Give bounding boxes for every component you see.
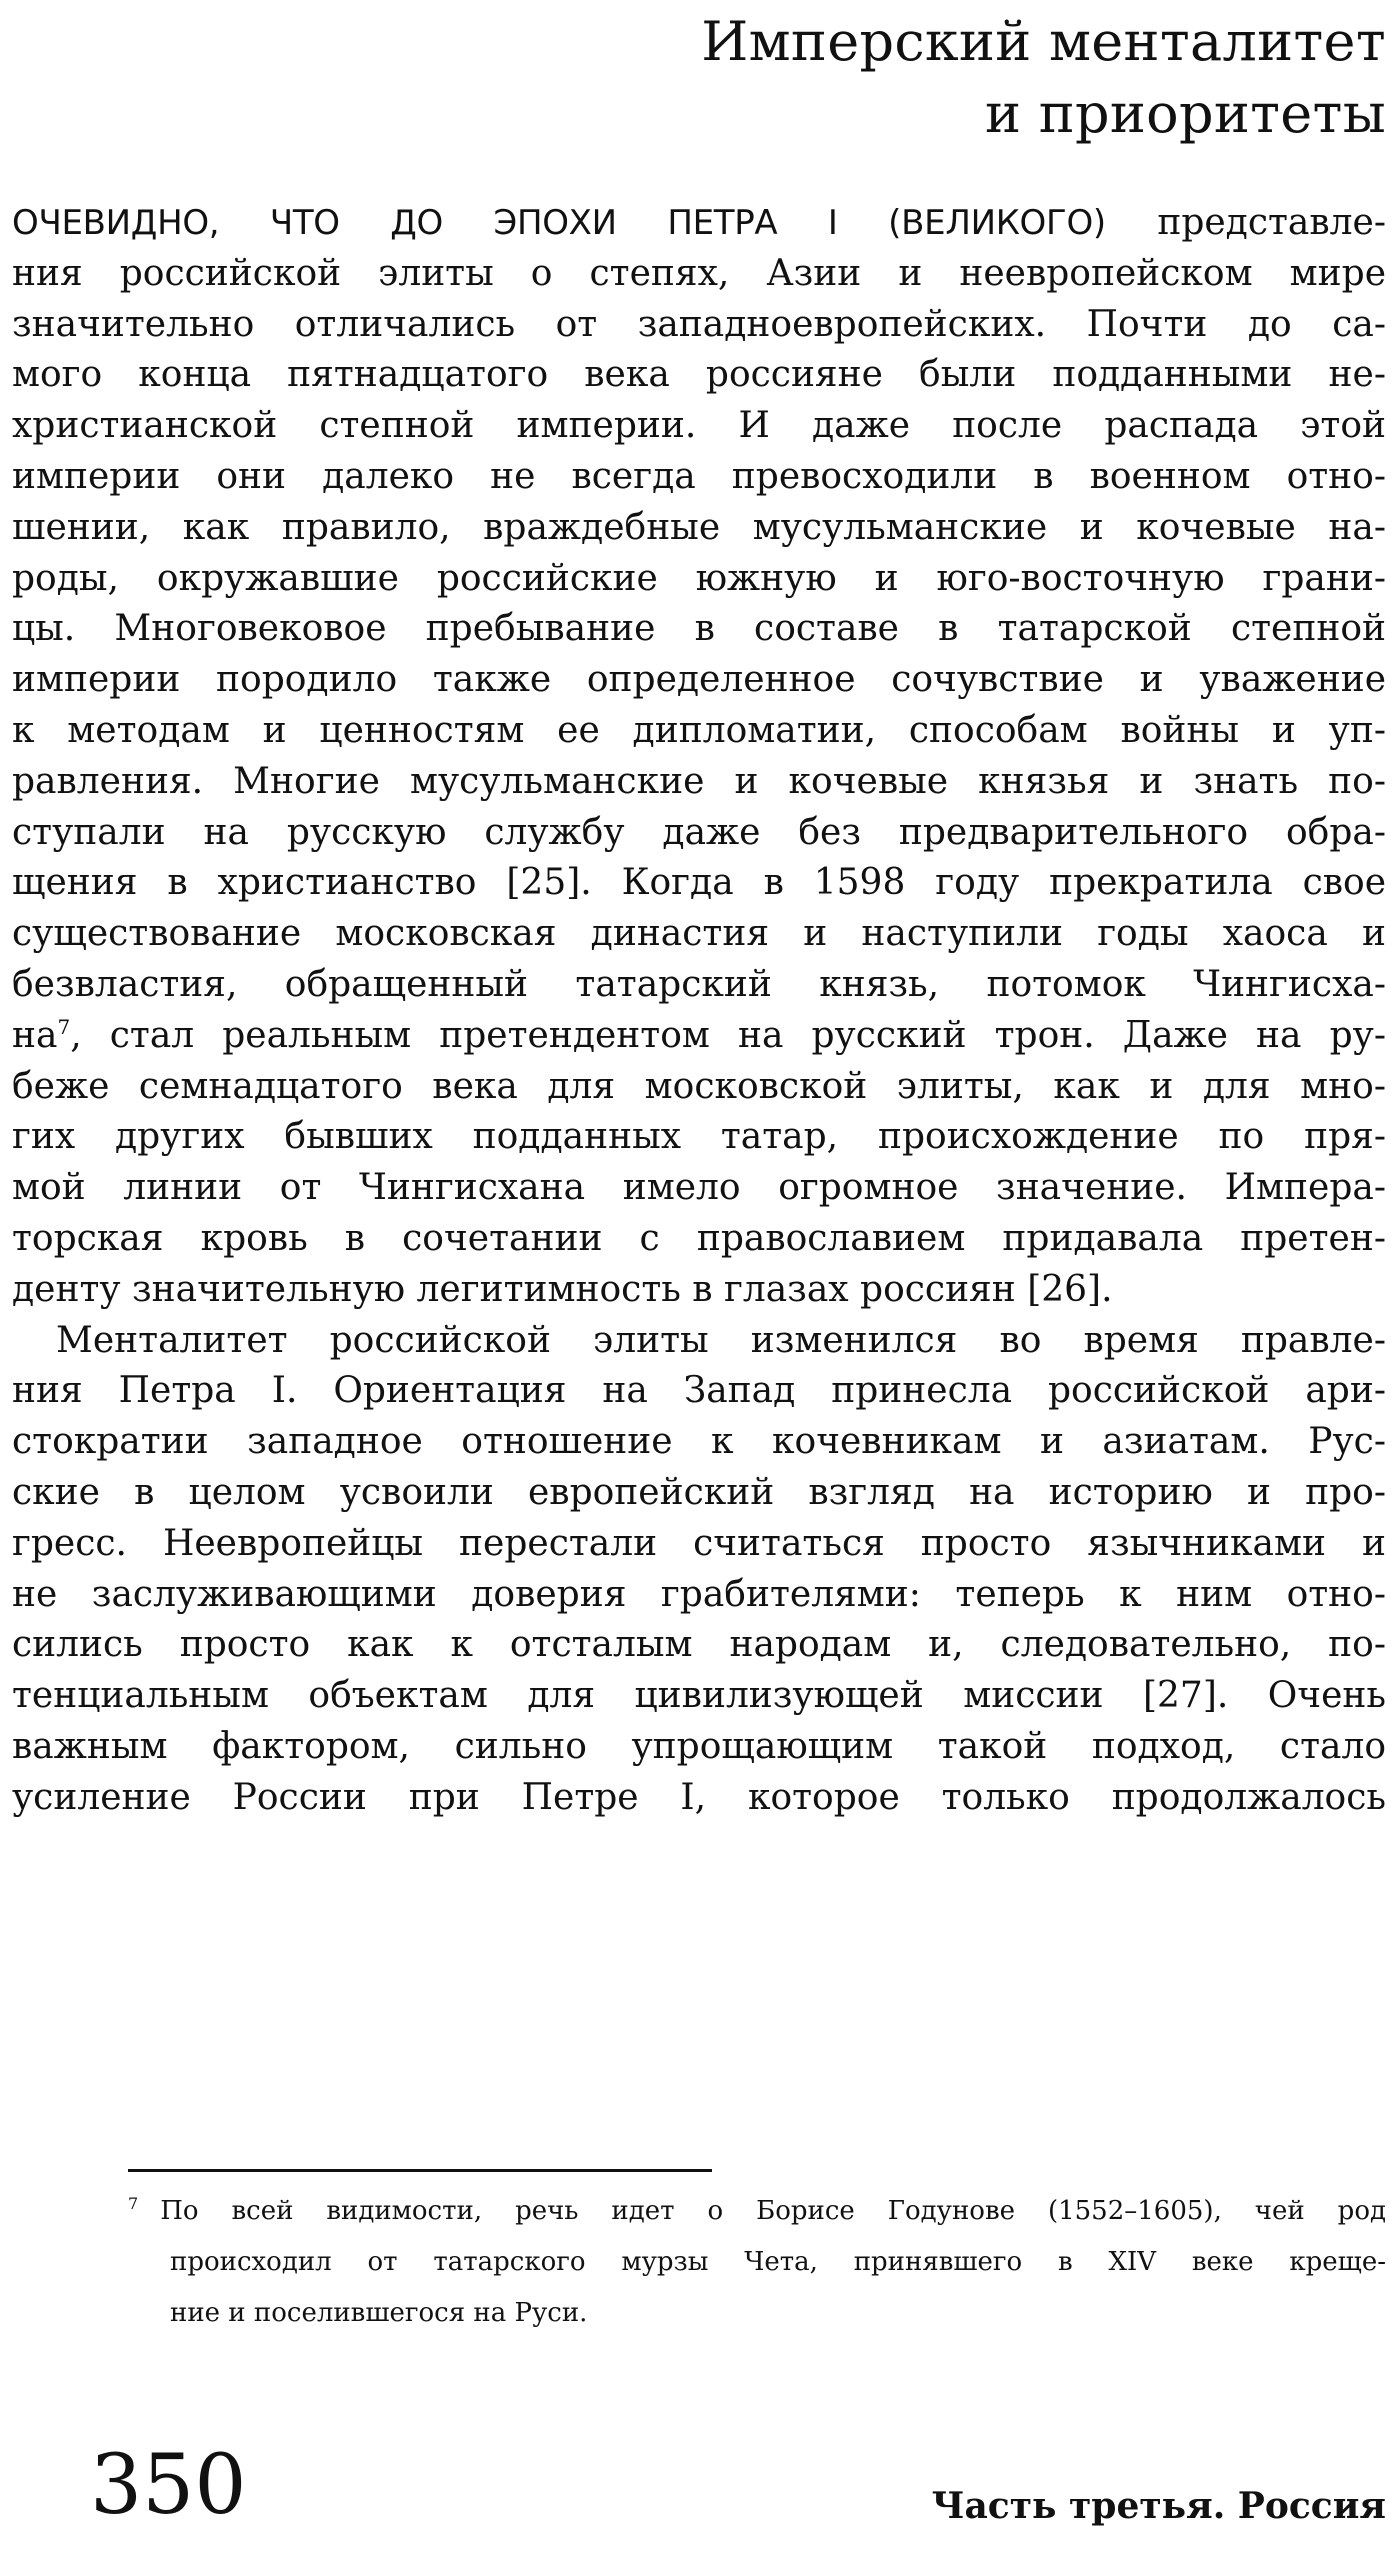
text-line: торская кровь в сочетании с православием придавала претен- xyxy=(12,1217,1386,1259)
text-line: гресс. Неевропейцы перестали считаться просто язычниками и xyxy=(12,1522,1386,1564)
text-line: стократии западное отношение к кочевникам и азиатам. Рус- xyxy=(12,1421,1386,1463)
footnote-line xyxy=(128,2186,1386,2237)
text-line: империи они далеко не всегда превосходили в военном отно- xyxy=(12,455,1386,497)
text-line: к методам и ценностям ее дипломатии, способам войны и уп- xyxy=(12,709,1386,751)
text-line: Менталитет российской элиты изменился во время правле- xyxy=(56,1319,1386,1361)
text-line: ния Петра I. Ориентация на Запад принесла российской ари- xyxy=(12,1370,1386,1412)
text-line-fragment: представле- xyxy=(1105,202,1386,243)
body-text xyxy=(12,198,1386,1824)
text-line: безвластия, обращенный татарский князь, потомок Чингисха- xyxy=(12,963,1386,1005)
chapter-title-line-1: Имперский менталитет xyxy=(701,10,1386,73)
text-line: роды, окружавшие российские южную и юго-восточную грани- xyxy=(12,557,1386,599)
text-line: щения в христианство [25]. Когда в 1598 году прекратила свое xyxy=(12,862,1386,904)
text-line: беже семнадцатого века для московской элиты, как и для мно- xyxy=(12,1065,1386,1107)
text-line: империи породило также определенное сочувствие и уважение xyxy=(12,659,1386,701)
footnote-reference[interactable]: 7 xyxy=(57,1014,71,1039)
footnote-number: 7 xyxy=(128,2194,139,2214)
text-line: ния российской элиты о степях, Азии и неевропейском мире xyxy=(12,252,1386,294)
running-head: Часть третья. Россия xyxy=(931,2485,1386,2527)
text-line: христианской степной империи. И даже после распада этой xyxy=(12,405,1386,447)
text-line xyxy=(12,1011,1386,1062)
text-line: сились просто как к отсталым народам и, следовательно, по- xyxy=(12,1624,1386,1666)
footnote-line: ние и поселившегося на Руси. xyxy=(170,2298,588,2328)
text-line: усиление России при Петре I, которое только продолжалось xyxy=(12,1776,1386,1818)
text-line: мого конца пятнадцатого века россияне были подданными не- xyxy=(12,354,1386,396)
lead-caps: ОЧЕВИДНО, ЧТО ДО ЭПОХИ ПЕТРА I (ВЕЛИКОГО) xyxy=(12,203,1106,243)
footnote-text: По всей видимости, речь идет о Борисе Годунове (1552–1605), чей род xyxy=(160,2196,1386,2226)
text-line: тенциальным объектам для цивилизующей миссии [27]. Очень xyxy=(12,1675,1386,1717)
page-number: 350 xyxy=(90,2438,247,2533)
text-line: цы. Многовековое пребывание в составе в татарской степной xyxy=(12,608,1386,650)
text-line: равления. Многие мусульманские и кочевые князья и знать по- xyxy=(12,760,1386,802)
text-line-fragment: , стал реальным претендентом на русский трон. Даже на ру- xyxy=(70,1014,1386,1056)
text-line: гих других бывших подданных татар, происхождение по пря- xyxy=(12,1116,1386,1158)
footnote xyxy=(128,2186,1386,2339)
chapter-title-line-2: и приоритеты xyxy=(984,82,1386,145)
text-line: важным фактором, сильно упрощающим такой подход, стало xyxy=(12,1725,1386,1767)
text-line-fragment: на xyxy=(12,1014,58,1056)
footnote-line: происходил от татарского мурзы Чета, принявшего в XIV веке креще- xyxy=(170,2247,1386,2277)
text-line: значительно отличались от западноевропейских. Почти до са- xyxy=(12,303,1386,345)
text-line: денту значительную легитимность в глазах россиян [26]. xyxy=(12,1268,1113,1310)
footnote-divider xyxy=(128,2169,712,2172)
text-line: шении, как правило, враждебные мусульманские и кочевые на- xyxy=(12,506,1386,548)
text-line: ские в целом усвоили европейский взгляд на историю и про- xyxy=(12,1471,1386,1513)
text-line: мой линии от Чингисхана имело огромное значение. Импера- xyxy=(12,1167,1386,1209)
chapter-title xyxy=(701,6,1386,150)
text-line: ступали на русскую службу даже без предварительного обра- xyxy=(12,811,1386,853)
text-line: не заслуживающими доверия грабителями: теперь к ним отно- xyxy=(12,1573,1386,1615)
text-line xyxy=(12,198,1386,249)
text-line: существование московская династия и наступили годы хаоса и xyxy=(12,913,1386,955)
